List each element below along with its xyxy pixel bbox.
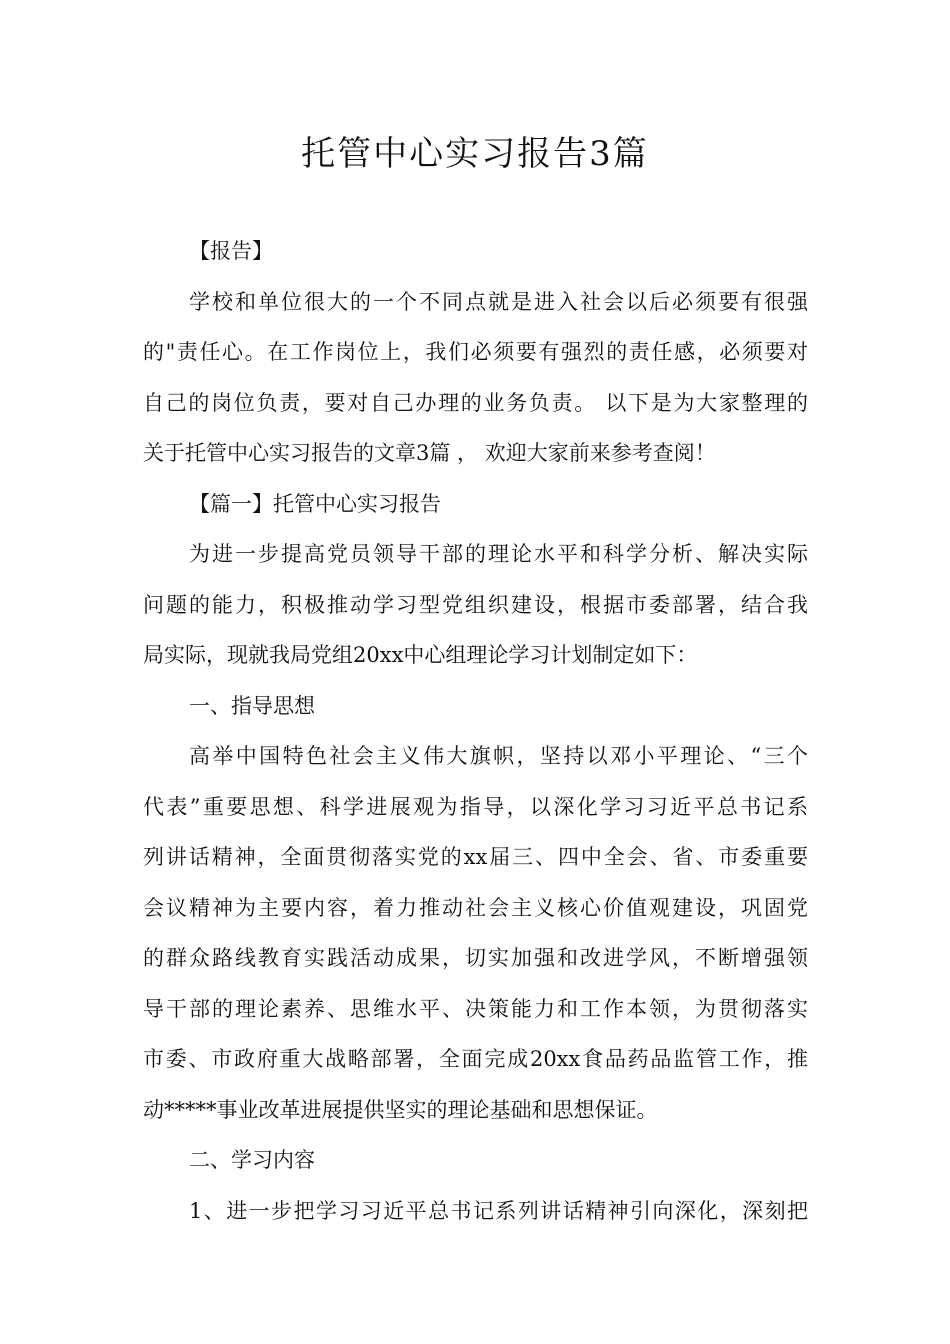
- paragraph-line: 为进一步提高党员领导干部的理论水平和科学分析、解决实际: [189, 542, 808, 566]
- paragraph-line: 关于托管中心实习报告的文章3篇 ， 欢迎大家前来参考查阅！: [143, 441, 716, 465]
- paragraph-line: 一、指导思想: [189, 693, 315, 718]
- paragraph-line: 【篇一】托管中心实习报告: [189, 491, 441, 516]
- paragraph-line: 的"责任心。在工作岗位上，我们必须要有强烈的责任感，必须要对: [143, 340, 808, 364]
- paragraph-line: 局实际，现就我局党组20xx中心组理论学习计划制定如下：: [143, 643, 698, 667]
- paragraph-line: 的群众路线教育实践活动成果，切实加强和改进学风，不断增强领: [143, 946, 808, 970]
- paragraph-line: 二、学习内容: [189, 1148, 315, 1172]
- paragraph-line: 会议精神为主要内容，着力推动社会主义核心价值观建设，巩固党: [143, 895, 808, 920]
- paragraph-line: 高举中国特色社会主义伟大旗帜，坚持以邓小平理论、“三个: [189, 744, 808, 768]
- paragraph-line: 学校和单位很大的一个不同点就是进入社会以后必须要有很强: [189, 289, 808, 314]
- document-title: 托管中心实习报告3篇: [301, 134, 649, 174]
- document-body: [143, 226, 808, 1236]
- paragraph-line: 导干部的理论素养、思维水平、决策能力和工作本领，为贯彻落实: [143, 996, 808, 1021]
- paragraph-line: 代表”重要思想、科学进展观为指导，以深化学习习近平总书记系: [143, 794, 808, 819]
- paragraph-line: 列讲话精神，全面贯彻落实党的xx届三、四中全会、省、市委重要: [143, 845, 808, 869]
- paragraph-line: 问题的能力，积极推动学习型党组织建设，根据市委部署，结合我: [143, 592, 808, 617]
- paragraph-line: 动*****事业改革进展提供坚实的理论基础和思想保证。: [143, 1097, 658, 1122]
- paragraph-line: 【报告】: [189, 239, 273, 263]
- paragraph-line: 自己的岗位负责，要对自己办理的业务负责。 以下是为大家整理的: [143, 390, 808, 415]
- paragraph-line: 市委、市政府重大战略部署，全面完成20xx食品药品监管工作，推: [143, 1047, 808, 1071]
- paragraph-line: 1、进一步把学习习近平总书记系列讲话精神引向深化，深刻把: [189, 1198, 808, 1223]
